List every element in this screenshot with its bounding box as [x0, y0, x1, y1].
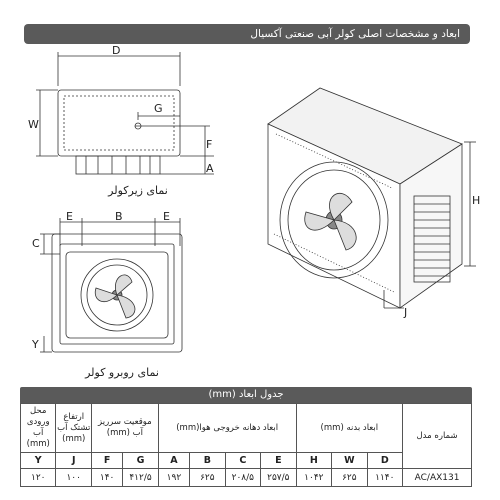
dim-label-y: Y — [32, 338, 39, 351]
bottom-view-body — [58, 90, 180, 156]
column-header: F — [91, 453, 122, 469]
dim-label-a: A — [206, 162, 214, 175]
page-title: ابعاد و مشخصات اصلی کولر آبی صنعتی آکسیال — [24, 24, 470, 44]
column-header: J — [56, 453, 91, 469]
table-cell: ۱۱۴۰ — [367, 469, 403, 487]
column-header: E — [261, 453, 297, 469]
group-water-inlet: محل ورودی آب (mm) — [21, 404, 56, 453]
group-overflow-position: موقعیت سرریز آب (mm) — [91, 404, 158, 453]
isometric-view-drawing — [268, 88, 480, 319]
column-header: D — [367, 453, 403, 469]
dim-label-j: J — [404, 306, 408, 319]
dim-label-e-left: E — [66, 210, 73, 223]
dimensions-table — [20, 387, 472, 487]
dim-label-h: H — [472, 194, 481, 207]
column-header: H — [296, 453, 331, 469]
front-view-caption: نمای روبرو کولر — [85, 366, 159, 379]
column-header: W — [332, 453, 367, 469]
column-header: B — [190, 453, 225, 469]
dim-label-b: B — [115, 210, 123, 223]
dim-label-w: W — [28, 118, 39, 131]
dim-label-f: F — [206, 138, 213, 151]
table-cell: ۴۱۲/۵ — [123, 469, 159, 487]
model-cell: AC/AX131 — [403, 469, 472, 487]
technical-drawings — [0, 46, 500, 386]
outlet-flange — [76, 156, 160, 174]
table-cell: ۶۲۵ — [332, 469, 367, 487]
group-outlet-dims: ابعاد دهانه خروجی هوا(mm) — [158, 404, 296, 453]
column-header: A — [158, 453, 189, 469]
drawings-svg — [0, 46, 500, 386]
column-header: C — [225, 453, 260, 469]
table-cell: ۶۲۵ — [190, 469, 225, 487]
group-body-dims: ابعاد بدنه (mm) — [296, 404, 402, 453]
front-view-drawing — [31, 210, 182, 352]
table-cell: ۱۹۲ — [158, 469, 189, 487]
table-cell: ۱۰۰ — [56, 469, 91, 487]
group-drain-height: ارتفاع تشتک آب (mm) — [56, 404, 91, 453]
dim-label-d: D — [112, 46, 121, 57]
table-cell: ۱۴۰ — [91, 469, 122, 487]
group-model-number: شماره مدل — [403, 404, 472, 469]
dim-label-g: G — [154, 102, 163, 115]
table-cell: ۲۵۷/۵ — [261, 469, 297, 487]
dim-label-e-right: E — [163, 210, 170, 223]
column-header: Y — [21, 453, 56, 469]
table-row — [21, 469, 472, 487]
table-caption: جدول ابعاد (mm) — [20, 387, 472, 403]
table-cell: ۱۲۰ — [21, 469, 56, 487]
table-cell: ۱۰۴۲ — [296, 469, 331, 487]
column-header: G — [123, 453, 159, 469]
bottom-view-caption: نمای زیرکولر — [108, 184, 168, 197]
table-cell: ۲۰۸/۵ — [225, 469, 260, 487]
dim-label-c: C — [32, 237, 40, 250]
bottom-view-drawing — [28, 46, 214, 175]
